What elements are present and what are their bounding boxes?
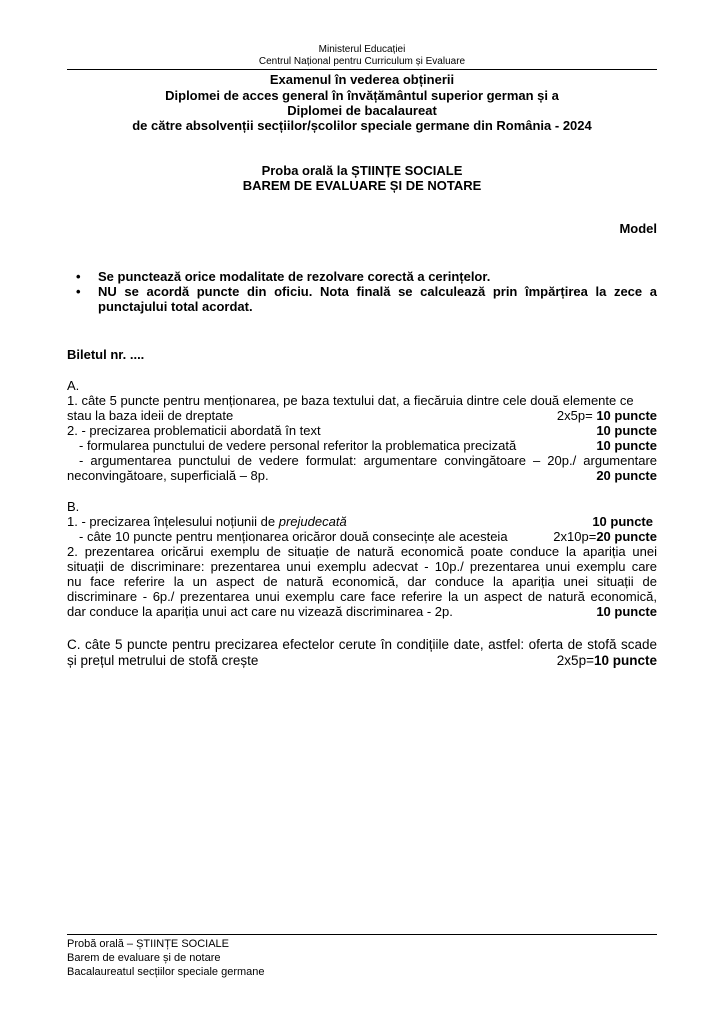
ticket-number: Biletul nr. .... [67, 347, 145, 362]
rule-item: • NU se acordă puncte din oficiu. Nota finală se calculează prin împărțirea la zece a [76, 284, 657, 299]
section-c-line2: și prețul metrului de stofă crește 2x5p=10 puncte [67, 653, 657, 668]
section-a-item2-line4: neconvingătoare, superficială – 8p. 20 puncte [67, 468, 657, 483]
footer-line3: Bacalaureatul secțiilor speciale germane [67, 966, 265, 978]
score-b1-1: 10 puncte [592, 514, 653, 529]
section-b-item1-line1: 1. - precizarea înțelesului noțiunii de prejudecată 10 puncte [67, 514, 653, 529]
section-a [67, 378, 657, 483]
section-a-item2-line2: - formularea punctului de vedere personal referitor la problematica precizată 10 puncte [79, 438, 657, 453]
section-b-item2-line2: situații de discriminare: prezentarea unui exemplu adecvat - 10p./ prezentarea unui exemplu care [67, 559, 657, 574]
footer-divider [67, 934, 657, 935]
section-c-line1: C. câte 5 puncte pentru precizarea efectelor cerute în condițiile date, astfel: oferta de stofă scade [67, 637, 657, 652]
section-b-label: B. [67, 499, 80, 514]
score-a1: 2x5p= 10 puncte [556, 408, 657, 423]
score-b1-2: 2x10p=20 puncte [553, 529, 657, 544]
rule-item-continuation: punctajului total acordat. [98, 299, 253, 314]
score-a2-3: 20 puncte [596, 468, 657, 483]
score-a2-2: 10 puncte [596, 438, 657, 453]
section-c [67, 637, 657, 669]
term-prejudecata: prejudecată [278, 514, 347, 529]
subject-line1: Proba orală la ȘTIINȚE SOCIALE [261, 163, 463, 178]
score-a2-1: 10 puncte [596, 423, 657, 438]
section-b-item2-line5: dar conduce la apariția unui act care nu vizează discriminarea - 2p. 10 puncte [67, 604, 657, 619]
model-label: Model [619, 221, 657, 236]
rule-item: • Se punctează orice modalitate de rezolvare corectă a cerințelor. [76, 269, 491, 284]
header-divider [67, 69, 657, 70]
rules-list [67, 269, 657, 314]
bullet-icon: • [76, 284, 81, 299]
exam-title-line2: Diplomei de acces general în învățământul superior german și a [165, 88, 559, 103]
footer-line1: Probă orală – ȘTIINȚE SOCIALE [67, 938, 230, 950]
score-c: 2x5p=10 puncte [556, 653, 657, 668]
exam-title-line4: de către absolvenții secțiilor/școlilor speciale germane din România - 2024 [132, 118, 592, 133]
header-center: Centrul Național pentru Curriculum și Evaluare [258, 56, 466, 67]
score-b2: 10 puncte [596, 604, 657, 619]
exam-title-line3: Diplomei de bacalaureat [287, 103, 437, 118]
bullet-icon: • [76, 269, 81, 284]
section-a-label: A. [67, 378, 80, 393]
section-a-item2-line1: 2. - precizarea problematicii abordată în text 10 puncte [67, 423, 657, 438]
section-b-item2-line3: nu face referire la un aspect de natură economică, dar conduce la apariția unei situații de [67, 574, 657, 589]
section-a-item1-line1: 1. câte 5 puncte pentru menționarea, pe baza textului dat, a fiecăruia dintre cele două elemente ce [67, 393, 634, 408]
subject-line2: BAREM DE EVALUARE ȘI DE NOTARE [242, 178, 482, 193]
section-a-item2-line3: - argumentarea punctului de vedere formulat: argumentare convingătoare – 20p./ argumentare [79, 453, 657, 468]
section-b [67, 499, 657, 619]
section-b-item2-line4: discriminare - 6p./ prezentarea unui exemplu care face referire la un aspect de natură economică, [67, 589, 657, 604]
section-a-item1-line2: stau la baza ideii de dreptate 2x5p= 10 puncte [67, 408, 657, 423]
section-b-item1-line2: - câte 10 puncte pentru menționarea oricăror două consecințe ale acesteia 2x10p=20 puncte [79, 529, 657, 544]
exam-title-line1: Examenul în vederea obținerii [269, 72, 455, 87]
footer-line2: Barem de evaluare și de notare [67, 952, 221, 964]
header-ministry: Ministerul Educației [318, 44, 406, 55]
section-b-item2-line1: 2. prezentarea oricărui exemplu de situație de natură economică poate conduce la apariția unei [67, 544, 657, 559]
